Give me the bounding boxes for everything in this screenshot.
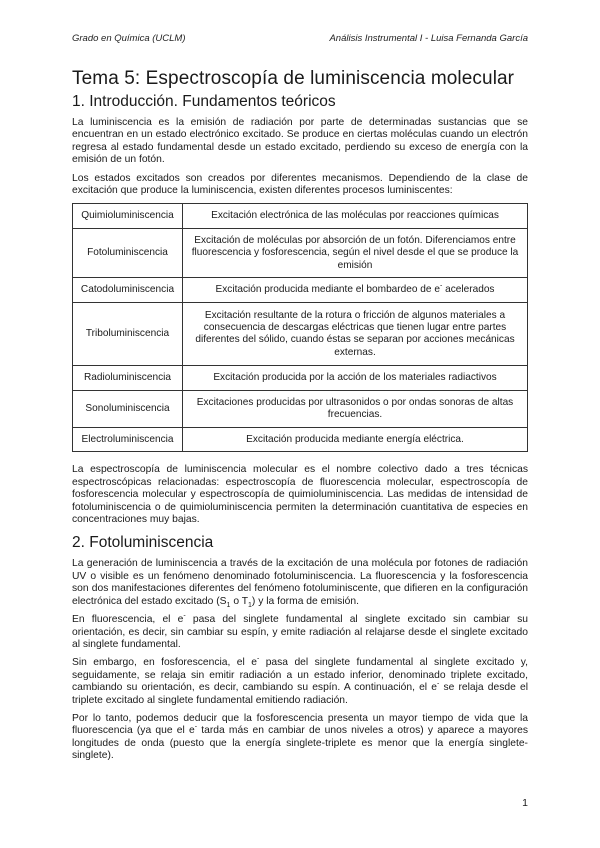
section-1-heading: 1. Introducción. Fundamentos teóricos xyxy=(72,93,336,110)
header-subject-author: Análisis Instrumental I - Luisa Fernanda García xyxy=(329,33,528,44)
text-run: Sin embargo, en fosforescencia, el e xyxy=(72,657,257,669)
process-name: Electroluminiscencia xyxy=(73,428,183,452)
table-row xyxy=(73,278,528,303)
table-row xyxy=(73,204,528,229)
section-2-paragraph-3 xyxy=(72,657,528,707)
text-run: tarda más en cambiar de unos niveles a otros) y aparece a mayores longitudes de onda (puesto que la energía singlete-triplete es menor que la energía singlete-singlete). xyxy=(72,725,529,762)
process-name: Radioluminiscencia xyxy=(73,366,183,391)
table-row xyxy=(73,366,528,391)
luminescence-processes-table xyxy=(72,203,528,452)
section-2-heading: 2. Fotoluminiscencia xyxy=(72,534,214,552)
text-run: o T xyxy=(230,595,249,607)
section-1-paragraph-1: La luminiscencia es la emisión de radiación por parte de determinadas sustancias que se encuentran en un estado electrónico excitado. Se produce en ciertas moléculas cuando un electrón regresa al estado fundamental desde un estado excitado, perdiendo su exceso de energía con la emisión de un fotón. xyxy=(72,117,528,166)
process-name: Fotoluminiscencia xyxy=(73,229,183,278)
subscript: 1 xyxy=(226,601,231,609)
process-description: Excitación electrónica de las moléculas por reacciones químicas xyxy=(183,204,528,229)
process-description xyxy=(183,278,528,303)
section-1-paragraph-3: La espectroscopía de luminiscencia molecular es el nombre colectivo dado a tres técnicas espectroscópicas relacionadas: espectroscopía de fluorescencia molecular, espectroscopía de fosforescencia molecular y espectroscopía de quimioluminiscencia. Las medidas de intensidad de fotoluminiscencia o de quimioluminiscencia permiten la determinación cuantitativa de especies en concentraciones muy bajas. xyxy=(72,464,528,526)
page-title: Tema 5: Espectroscopía de luminiscencia molecular xyxy=(72,68,515,89)
text-run: Por lo tanto, podemos deducir que la fosforescencia presenta un mayor tiempo de vida que la fluorescencia (ya que el e xyxy=(72,712,528,737)
superscript: - xyxy=(194,723,198,731)
process-description: Excitación producida por la acción de los materiales radiactivos xyxy=(183,366,528,391)
section-2-paragraph-4 xyxy=(72,713,528,763)
table-row xyxy=(73,303,528,366)
page-content xyxy=(72,68,528,769)
text-run: En fluorescencia, el e xyxy=(72,614,184,626)
process-name: Triboluminiscencia xyxy=(73,303,183,366)
process-name: Quimioluminiscencia xyxy=(73,204,183,229)
table-row xyxy=(73,428,528,452)
section-1-paragraph-2: Los estados excitados son creados por diferentes mecanismos. Dependiendo de la clase de excitación que produce la luminiscencia, existen diferentes procesos luminiscentes: xyxy=(72,172,528,197)
section-2-paragraph-1 xyxy=(72,558,528,608)
process-description: Excitación producida mediante energía eléctrica. xyxy=(183,428,528,452)
subscript: 1 xyxy=(248,601,252,609)
process-description: Excitación de moléculas por absorción de un fotón. Diferenciamos entre fluorescencia y fosforescencia, según el nivel desde el que se produce la emisión xyxy=(183,229,528,278)
text-run: pasa del singlete fundamental al singlete excitado sin cambiar su orientación, es decir, sin cambiar su espín, y emite radiación al relajarse desde el singlete excitado al singlete fundamental. xyxy=(72,614,529,650)
table-row xyxy=(73,391,528,428)
process-name: Catodoluminiscencia xyxy=(73,278,183,303)
table-row xyxy=(73,229,528,278)
text-run: ) y la forma de emisión. xyxy=(251,595,359,607)
section-2-paragraph-2 xyxy=(72,614,528,651)
text-run: Excitación producida mediante el bombardeo de e xyxy=(215,284,440,296)
process-name: Sonoluminiscencia xyxy=(73,391,183,428)
text-run: pasa del singlete fundamental al singlete excitado y, seguidamente, se relaja sin emitir radiación a un estado inferior, denominado triplete excitado, cambiando su orientación, es decir, cambiando su espín. A continuación, el e xyxy=(72,657,528,694)
header-course: Grado en Química (UCLM) xyxy=(72,33,186,44)
process-description: Excitaciones producidas por ultrasonidos o por ondas sonoras de altas frecuencias. xyxy=(183,391,528,428)
process-description: Excitación resultante de la rotura o fricción de algunos materiales a consecuencia de descargas eléctricas que tienen lugar entre partes diferentes del sólido, cuando éstas se separan por acciones mecánicas externas. xyxy=(183,303,528,366)
page-header xyxy=(72,33,528,44)
text-run: se relaja desde el triplete excitado al singlete fundamental emitiendo radiación. xyxy=(72,682,529,706)
page-number: 1 xyxy=(522,797,528,809)
superscript: - xyxy=(183,612,186,620)
text-run: La generación de luminiscencia a través de la excitación de una molécula por fotones de radiación UV o visible es un fenómeno denominado fotoluminiscencia. La fluorescencia y la fosforescencia son dos manifestaciones diferentes del fenómeno fotoluminiscente, que difieren en la configuración electrónica del estado excitado (S xyxy=(72,558,528,607)
superscript: - xyxy=(439,282,443,290)
superscript: - xyxy=(256,655,260,663)
superscript: - xyxy=(436,680,440,688)
text-run: acelerados xyxy=(442,284,495,296)
